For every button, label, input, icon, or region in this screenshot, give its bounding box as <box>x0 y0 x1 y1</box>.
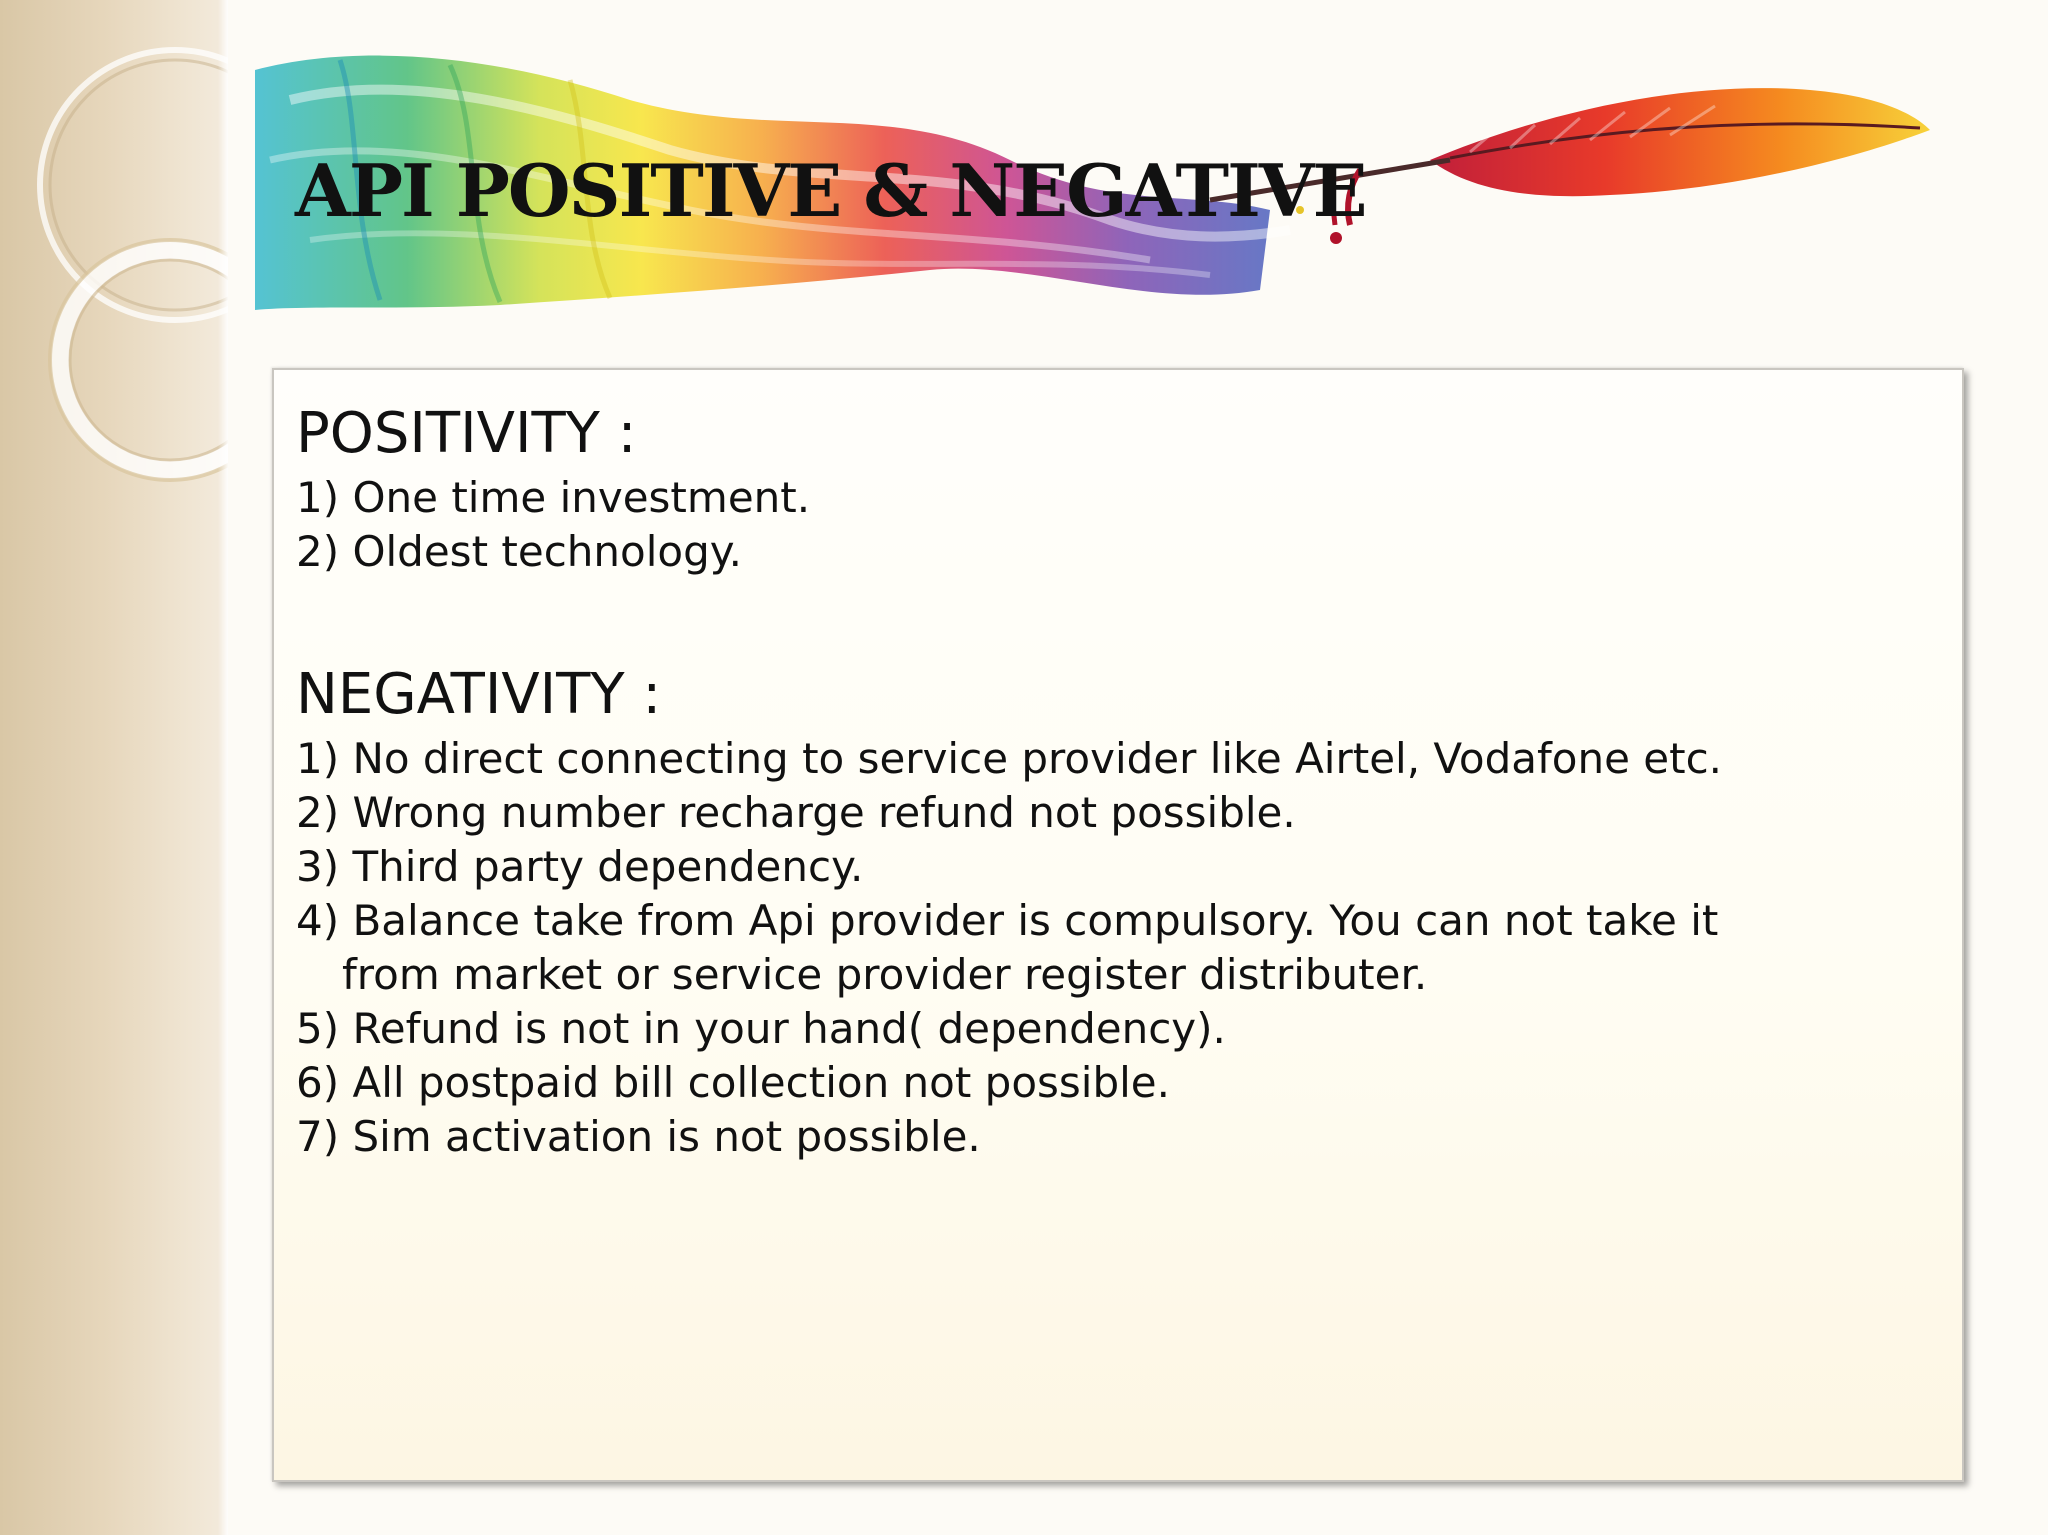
list-item: 3) Third party dependency. <box>296 841 864 891</box>
list-item: 1) One time investment. <box>296 472 811 522</box>
list-item: 2) Wrong number recharge refund not possible. <box>296 787 1296 837</box>
slide-title: API POSITIVE & NEGATIVE <box>295 148 1366 233</box>
positivity-list <box>296 471 1896 579</box>
list-item: 2) Oldest technology. <box>296 526 742 576</box>
list-item: 7) Sim activation is not possible. <box>296 1111 981 1161</box>
list-item: 4) Balance take from Api provider is compulsory. You can not take it from market or service provider register distributer. <box>296 895 1719 999</box>
list-item: 6) All postpaid bill collection not possible. <box>296 1057 1170 1107</box>
negativity-heading: NEGATIVITY : <box>296 661 662 727</box>
list-item: 5) Refund is not in your hand( dependency). <box>296 1003 1226 1053</box>
side-panel <box>0 0 228 1535</box>
positivity-heading: POSITIVITY : <box>296 401 637 466</box>
rings-decoration <box>0 0 228 560</box>
negativity-list <box>296 732 1776 1164</box>
content-area <box>296 388 1896 1164</box>
list-item: 1) No direct connecting to service provider like Airtel, Vodafone etc. <box>296 733 1723 783</box>
